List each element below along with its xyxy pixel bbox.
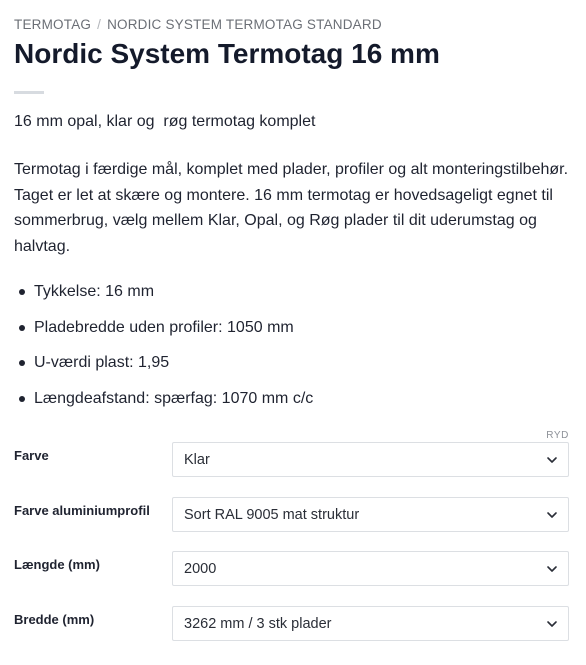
chevron-down-icon <box>546 509 558 521</box>
spec-text: Tykkelse: 16 mm <box>34 283 155 300</box>
select-value: 3262 mm / 3 stk plader <box>184 616 332 632</box>
bullet-icon <box>19 289 25 295</box>
option-label: Bredde (mm) <box>14 612 95 627</box>
select-value: Sort RAL 9005 mat struktur <box>184 507 360 523</box>
product-description: Termotag i færdige mål, komplet med plader, profiler og alt monteringstilbehør. Taget er let at skære og montere. 16 mm termotag er hovedsageligt egnet til sommerbrug, vælg mellem Klar, Opal, og Røg plader til dit uderumstag og halvtag. <box>14 161 569 255</box>
bullet-icon <box>19 396 25 402</box>
breadcrumb-item-nordic-system[interactable]: NORDIC SYSTEM TERMOTAG STANDARD <box>107 17 382 32</box>
spec-item-panel-width <box>14 317 313 353</box>
spec-text: Pladebredde uden profiler: 1050 mm <box>34 318 294 336</box>
length-select[interactable] <box>172 551 569 586</box>
title-divider <box>14 91 44 94</box>
breadcrumb-separator: / <box>97 17 102 32</box>
farve-select[interactable] <box>172 442 569 477</box>
option-row-bredde <box>14 606 569 642</box>
product-subtitle: 16 mm opal, klar og røg termotag komplet <box>14 113 316 130</box>
breadcrumb-item-termotag[interactable]: TERMOTAG <box>14 17 92 32</box>
reset-options-link[interactable]: RYD <box>546 430 569 441</box>
option-label: Farve aluminiumprofil <box>14 503 150 518</box>
width-select[interactable] <box>172 606 569 641</box>
chevron-down-icon <box>546 563 558 575</box>
option-label: Længde (mm) <box>14 557 100 572</box>
option-label: Farve <box>14 448 49 463</box>
spec-list <box>14 281 313 423</box>
spec-text: U-værdi plast: 1,95 <box>34 354 170 371</box>
bullet-icon <box>19 360 25 366</box>
option-row-farve-aluminiumprofil <box>14 497 569 533</box>
spec-item-thickness <box>14 281 313 317</box>
spec-item-rafter-spacing <box>14 388 313 424</box>
spec-item-u-value <box>14 352 313 388</box>
chevron-down-icon <box>546 454 558 466</box>
option-row-laengde <box>14 551 569 587</box>
breadcrumb <box>14 17 382 32</box>
profile-color-select[interactable] <box>172 497 569 532</box>
select-value: Klar <box>184 452 210 468</box>
page-title: Nordic System Termotag 16 mm <box>14 38 440 69</box>
select-value: 2000 <box>184 561 217 577</box>
bullet-icon <box>19 325 25 331</box>
spec-text: Længdeafstand: spærfag: 1070 mm c/c <box>34 389 314 407</box>
chevron-down-icon <box>546 618 558 630</box>
option-row-farve <box>14 442 569 478</box>
